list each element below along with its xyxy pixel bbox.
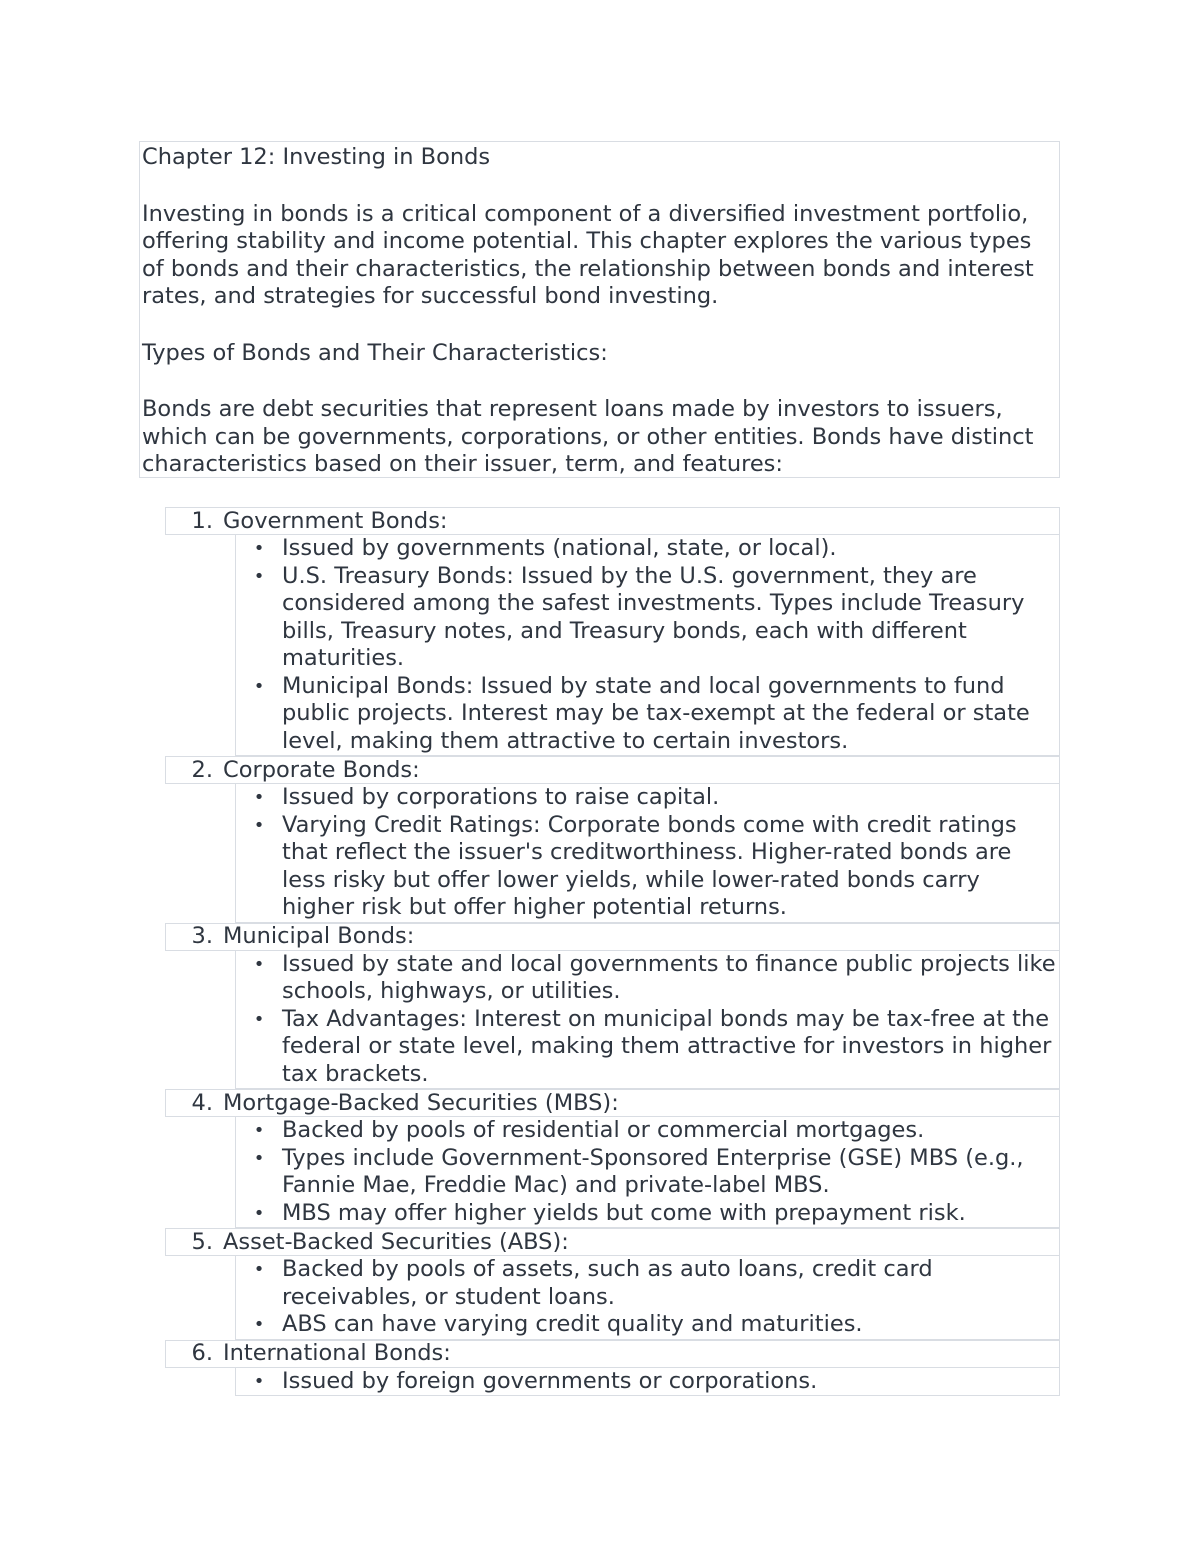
bond-types-list bbox=[165, 507, 1060, 1396]
list-item bbox=[236, 784, 1059, 812]
bullet-icon: • bbox=[253, 787, 265, 808]
bond-type-title: Government Bonds: bbox=[223, 507, 448, 534]
bullet-list bbox=[235, 535, 1060, 756]
list-number: 6. bbox=[191, 1340, 213, 1366]
bullet-icon: • bbox=[253, 1147, 265, 1169]
bullet-list bbox=[235, 1256, 1060, 1340]
bond-type-header bbox=[165, 1228, 1060, 1256]
bullet-text: U.S. Treasury Bonds: Issued by the U.S. government, they are considered among the safest investments. Types include Treasury bills, Treasury notes, and Treasury bonds, each with different maturities. bbox=[282, 562, 1025, 671]
section-heading: Types of Bonds and Their Characteristics: bbox=[142, 339, 608, 366]
bond-type-title: Corporate Bonds: bbox=[223, 756, 420, 783]
bond-type-title: International Bonds: bbox=[223, 1340, 451, 1366]
bullet-text: Issued by corporations to raise capital. bbox=[282, 784, 720, 810]
bullet-icon: • bbox=[253, 1008, 265, 1030]
bullet-icon: • bbox=[253, 1259, 265, 1280]
list-item bbox=[236, 563, 1059, 673]
bond-type-header bbox=[165, 756, 1060, 784]
bullet-text: Municipal Bonds: Issued by state and local governments to fund public projects. Interest may be tax-exempt at the federal or state level, making them attractive to certain investors. bbox=[282, 672, 1030, 754]
list-item bbox=[236, 1117, 1059, 1145]
bullet-icon: • bbox=[253, 1370, 265, 1392]
bullet-icon: • bbox=[253, 814, 265, 836]
bullet-icon: • bbox=[253, 1314, 265, 1335]
list-number: 2. bbox=[191, 756, 213, 783]
bullet-text: Issued by governments (national, state, or local). bbox=[282, 535, 837, 561]
bonds-definition-paragraph: Bonds are debt securities that represent loans made by investors to issuers, which can be governments, corporations, or other entities. Bonds have distinct characteristics based on their issuer, term, and features: bbox=[142, 396, 1034, 477]
bullet-text: Issued by state and local governments to finance public projects like schools, highways, or utilities. bbox=[282, 950, 1056, 1004]
list-item bbox=[236, 673, 1059, 756]
bullet-list bbox=[235, 951, 1060, 1090]
bond-type-header bbox=[165, 1089, 1060, 1117]
bullet-text: Types include Government-Sponsored Enterprise (GSE) MBS (e.g., Fannie Mae, Freddie Mac) and private-label MBS. bbox=[282, 1144, 1024, 1198]
list-item bbox=[236, 951, 1059, 1006]
list-number: 5. bbox=[191, 1228, 213, 1255]
bullet-text: MBS may offer higher yields but come with prepayment risk. bbox=[282, 1199, 966, 1226]
bullet-text: ABS can have varying credit quality and maturities. bbox=[282, 1311, 863, 1337]
bullet-list bbox=[235, 1368, 1060, 1397]
bond-type-header bbox=[165, 507, 1060, 535]
bond-type-title: Mortgage-Backed Securities (MBS): bbox=[223, 1089, 619, 1116]
bullet-list bbox=[235, 784, 1060, 923]
bond-type-header bbox=[165, 1340, 1060, 1368]
list-item bbox=[236, 1200, 1059, 1228]
list-number: 1. bbox=[191, 507, 213, 534]
list-item bbox=[236, 1311, 1059, 1339]
bullet-text: Issued by foreign governments or corporations. bbox=[282, 1367, 818, 1394]
bullet-text: Varying Credit Ratings: Corporate bonds come with credit ratings that reflect the issuer's creditworthiness. Higher-rated bonds are less risky but offer lower yields, while lower-rated bonds carry higher risk but offer higher potential returns. bbox=[282, 811, 1017, 920]
bullet-icon: • bbox=[253, 1120, 265, 1141]
bullet-icon: • bbox=[253, 675, 265, 697]
bullet-icon: • bbox=[253, 1202, 265, 1224]
list-number: 3. bbox=[191, 923, 213, 949]
list-number: 4. bbox=[191, 1089, 213, 1116]
list-item bbox=[236, 1006, 1059, 1089]
bullet-icon: • bbox=[253, 538, 265, 559]
list-item bbox=[236, 1256, 1059, 1311]
list-item bbox=[236, 812, 1059, 922]
intro-paragraph: Investing in bonds is a critical component of a diversified investment portfolio, offering stability and income potential. This chapter explores the various types of bonds and their characteristics, the relationship between bonds and interest rates, and strategies for successful bond investing. bbox=[142, 200, 1034, 309]
bond-type-title: Asset-Backed Securities (ABS): bbox=[223, 1228, 569, 1255]
list-item bbox=[236, 1368, 1059, 1396]
bond-type-header bbox=[165, 923, 1060, 951]
chapter-title: Chapter 12: Investing in Bonds bbox=[142, 144, 491, 170]
bullet-text: Backed by pools of assets, such as auto loans, credit card receivables, or student loans. bbox=[282, 1256, 933, 1310]
bullet-text: Backed by pools of residential or commercial mortgages. bbox=[282, 1117, 925, 1143]
bullet-icon: • bbox=[253, 565, 265, 587]
bond-type-title: Municipal Bonds: bbox=[223, 923, 415, 949]
bullet-icon: • bbox=[253, 953, 265, 975]
bullet-text: Tax Advantages: Interest on municipal bonds may be tax-free at the federal or state level, making them attractive for investors in higher tax brackets. bbox=[282, 1005, 1052, 1087]
intro-section bbox=[139, 141, 1060, 478]
list-item bbox=[236, 1145, 1059, 1200]
list-item bbox=[236, 535, 1059, 563]
bullet-list bbox=[235, 1117, 1060, 1228]
